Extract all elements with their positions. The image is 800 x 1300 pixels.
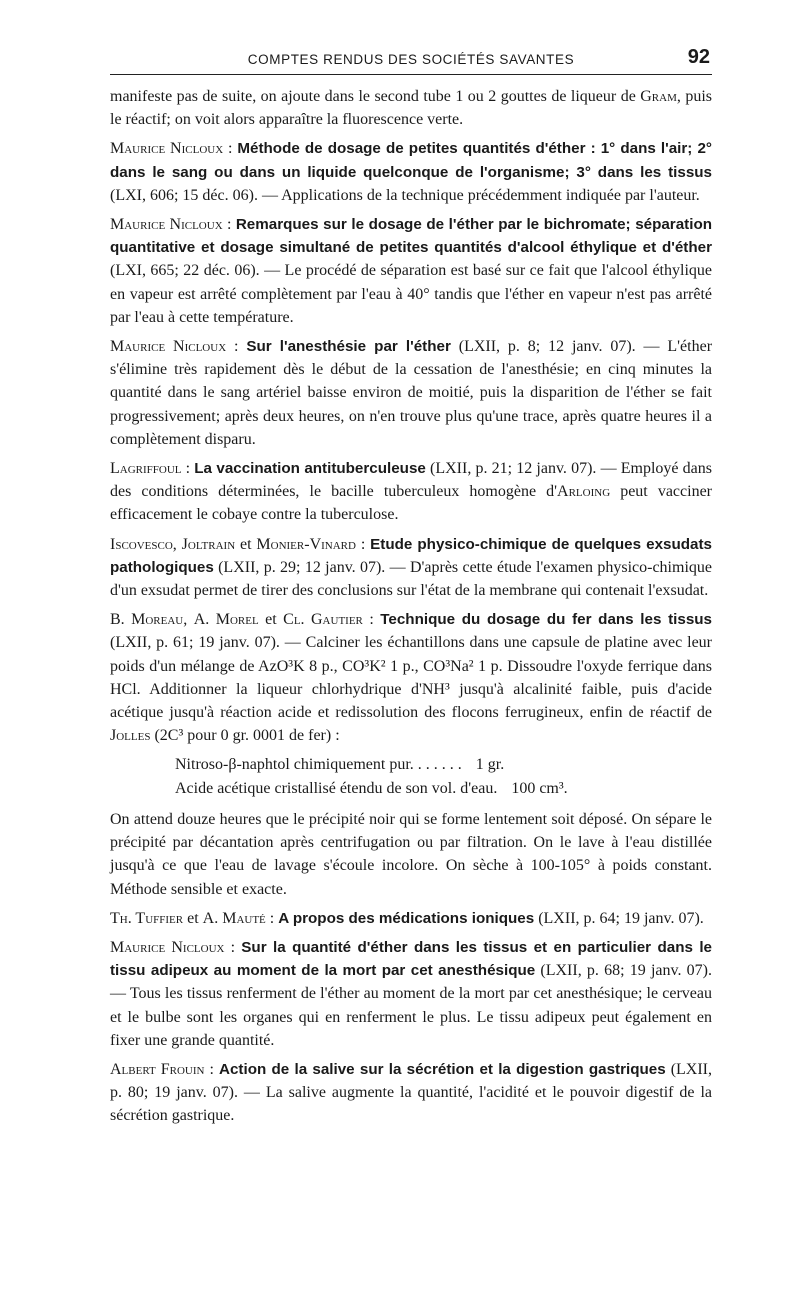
entry-text: , puis le réactif; on voit alors apparaître la fluorescence verte. [110,88,713,129]
page-body [110,85,712,1128]
abstract-entry [110,137,712,207]
article-title: Sur l'anesthésie par l'éther [246,338,451,356]
reagent-quantity: 100 cm³. [511,779,568,797]
recipe-row [175,753,712,776]
author-name: Maurice Nicloux [110,938,225,956]
document-page [110,44,712,1128]
article-title: Remarques sur le dosage de l'éther par le bichromate; séparation quantitative et dosage simultané de petites quantités d'alcool éthylique et d'éther [110,216,712,257]
entry-text: (LXII, p. 64; 19 janv. 07). [534,909,704,927]
entry-text: (LXII, p. 21; 12 janv. 07). — Employé dans des conditions déterminées, le bacille tuberculeux homogène d' [110,460,712,501]
page-header [110,44,712,75]
abstract-list [110,85,712,747]
page-number: 92 [687,46,710,68]
recipe-row [175,777,712,800]
author-name: Maurice Nicloux [110,338,227,356]
entry-text: : [223,140,238,158]
entry-text: : [226,338,247,356]
abstract-entry [110,808,712,901]
article-title: A propos des médications ioniques [278,909,535,927]
article-title: Etude physico-chimique de quelques exsudats pathologiques [110,535,712,576]
entry-text: , [183,611,194,629]
author-name: Iscovesco, Joltrain [110,535,236,553]
abstract-entry [110,213,712,329]
author-name: Maurice Nicloux [110,140,224,158]
abstract-entry [110,335,712,451]
entry-text: et [183,909,203,927]
author-name: Albert Frouin [110,1060,205,1078]
reagent-name: Acide acétique cristallisé étendu de son vol. d'eau. [175,779,498,797]
reagent-name: Nitroso-β-naphtol chimiquement pur. . . . . . . [175,756,462,774]
author-name: A. Morel [193,611,259,629]
abstract-entry [110,533,712,603]
author-name: Cl. Gautier [283,611,363,629]
entry-text: (LXII, p. 29; 12 janv. 07). — D'après cette étude l'examen physico-chimique d'un exsudat permet de tirer des conclusions sur l'état de la membrane qui contenait l'exsudat. [110,558,712,600]
entry-text: : [181,460,195,478]
article-title: Technique du dosage du fer dans les tissus [380,611,712,629]
entry-text: peut vacciner efficacement le cobaye contre la tuberculose. [110,483,713,524]
entry-text: : [355,535,371,553]
entry-text: (LXII, p. 68; 19 janv. 07). — Tous les tissus renferment de l'éther au moment de la mort par cet anesthésique; le cerveau et le bulbe sont les organes qui en renferment le plus. Le tissu adipeux peut également en fixer une grande quantité. [110,962,712,1049]
article-title: Action de la salive sur la sécrétion et la digestion gastriques [219,1060,666,1078]
entry-text: (LXI, 665; 22 déc. 06). — Le procédé de séparation est basé sur ce fait que l'alcool éthylique en vapeur est arrêté complètement par l'eau à 40° tandis que l'éther en vapeur n'est pas arrêté par l'eau à cette température. [110,262,712,326]
author-name: A. Mauté [202,909,266,927]
author-name: Maurice Nicloux [110,216,223,234]
reagent-recipe [175,753,712,799]
abstract-entry [110,85,712,131]
article-title: Sur la quantité d'éther dans les tissus et en particulier dans le tissu adipeux au moment de la mort par cet anesthésique [110,938,712,980]
entry-text: (LXII, p. 80; 19 janv. 07). — La salive augmente la quantité, l'acidité et le pouvoir digestif de la sécrétion gastrique. [110,1060,713,1125]
entry-text: (LXII, p. 8; 12 janv. 07). — L'éther s'élimine très rapidement dès le début de la cessation de l'anesthésie; en cinq minutes la quantité dans le sang artériel baisse environ de moitié, puis la disparition de l'éther se fait progressivement; après deux heures, on n'en trouve plus qu'une trace, après quatre heures il a complètement disparu. [110,338,713,448]
entry-text: : [222,216,236,234]
author-name: Lagriffoul [110,460,182,478]
entry-text: : [204,1060,220,1078]
author-name: Monier-Vinard [256,535,356,553]
author-name: Th. Tuffier [110,909,184,927]
entry-text: : [265,909,279,927]
reagent-quantity: 1 gr. [475,756,505,774]
entry-text: : [362,611,381,629]
article-title: Méthode de dosage de petites quantités d'éther : 1° dans l'air; 2° dans le sang ou dans un liquide quelconque de l'organisme; 3° dans les tissus [110,140,712,181]
entry-text: manifeste pas de suite, on ajoute dans le second tube 1 ou 2 gouttes de liqueur de [110,88,641,105]
running-title: COMPTES RENDUS DES SOCIÉTÉS SAVANTES [247,52,575,67]
abstract-entry [110,608,712,747]
entry-text: (LXI, 606; 15 déc. 06). — Applications de la technique précédemment indiquée par l'auteur. [110,186,700,204]
abstract-entry [110,936,712,1052]
entry-text: (LXII, p. 61; 19 janv. 07). — Calciner les échantillons dans une capsule de platine avec leur poids d'un mélange de AzO³K 8 p., CO³K² 1 p., CO³Na² 1 p. Dissoudre l'oxyde ferrique dans HCl. Additionner la liqueur chlorhydrique d'NH³ jusqu'à alcalinité faible, puis d'acide acétique jusqu'à réaction acide et redissolution des flocons ferrugineux, enfin de réactif de [110,634,712,722]
small-caps-name: Gram [640,88,677,105]
small-caps-name: Arloing [557,483,611,501]
abstract-entry [110,457,712,527]
entry-text: On attend douze heures que le précipité noir qui se forme lentement soit déposé. On sépare le précipité par décantation après centrifugation ou par filtration. On le lave à l'eau distillée jusqu'à ce que l'eau de lavage s'écoule incolore. On sèche à 100-105° à poids constant. Méthode sensible et exacte. [110,810,712,898]
entry-text: et [258,611,284,629]
abstract-list-continued [110,808,712,1128]
abstract-entry [110,1058,712,1128]
small-caps-name: Jolles [110,727,151,745]
abstract-entry [110,907,712,930]
author-name: B. Moreau [110,611,184,629]
entry-text: et [235,535,257,553]
entry-text: : [224,938,242,956]
article-title: La vaccination antituberculeuse [194,460,426,478]
entry-text: (2C³ pour 0 gr. 0001 de fer) : [150,727,340,745]
